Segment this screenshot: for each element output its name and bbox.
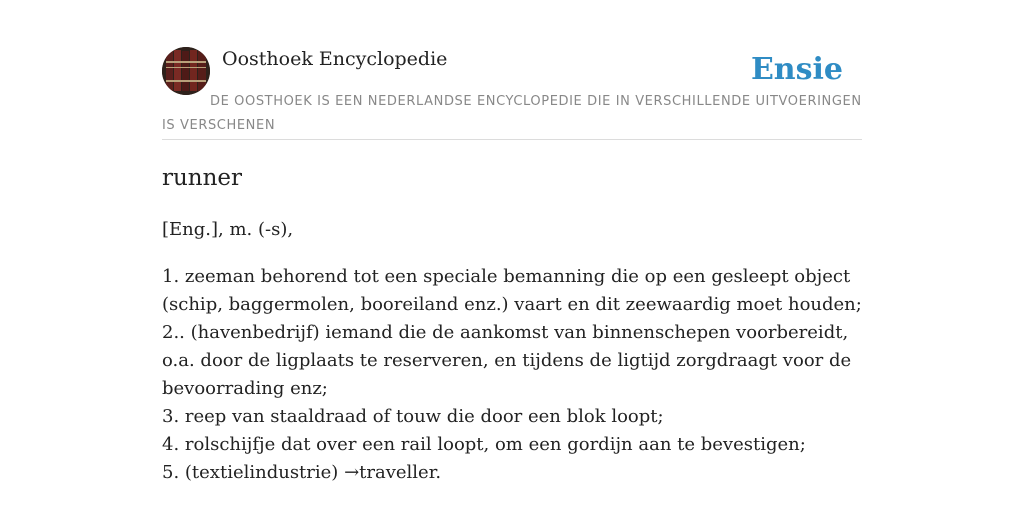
brand-logo-link[interactable]: Ensie (750, 52, 843, 87)
source-avatar[interactable] (162, 47, 210, 95)
sense-item (162, 403, 862, 431)
sense-list (162, 263, 862, 487)
entry-term: runner (162, 165, 243, 191)
source-header (162, 46, 862, 140)
sense-item (162, 319, 862, 403)
sense-text: 2.. (havenbedrijf) iemand die de aankomst van binnenschepen voorbereidt, o.a. door de ligplaats te reserveren, en tijdens de ligtijd zorgdraagt voor de bevoorrading enz; (162, 322, 852, 399)
source-name[interactable]: Oosthoek Encyclopedie (222, 48, 448, 70)
sense-item (162, 459, 862, 487)
sense-text: 4. rolschijfje dat over een rail loopt, om een gordijn aan te bevestigen; (162, 434, 806, 455)
sense-suffix: . (435, 462, 442, 483)
sense-text: 3. reep van staaldraad of touw die door een blok loopt; (162, 406, 664, 427)
encyclopedia-books-icon (162, 47, 210, 95)
sense-item (162, 431, 862, 459)
source-description: DE OOSTHOEK IS EEN NEDERLANDSE ENCYCLOPEDIE DIE IN VERSCHILLENDE UITVOERINGEN IS VERSCHENEN (162, 94, 862, 133)
sense-text: 1. zeeman behorend tot een speciale bemanning die op een gesleept object (schip, baggermolen, booreiland enz.) vaart en dit zeewaardig moet houden; (162, 266, 862, 315)
cross-reference-link[interactable]: →traveller (344, 462, 436, 483)
entry-grammar: [Eng.], m. (-s), (162, 219, 294, 240)
sense-text: 5. (textielindustrie) (162, 462, 345, 483)
sense-item (162, 263, 862, 319)
